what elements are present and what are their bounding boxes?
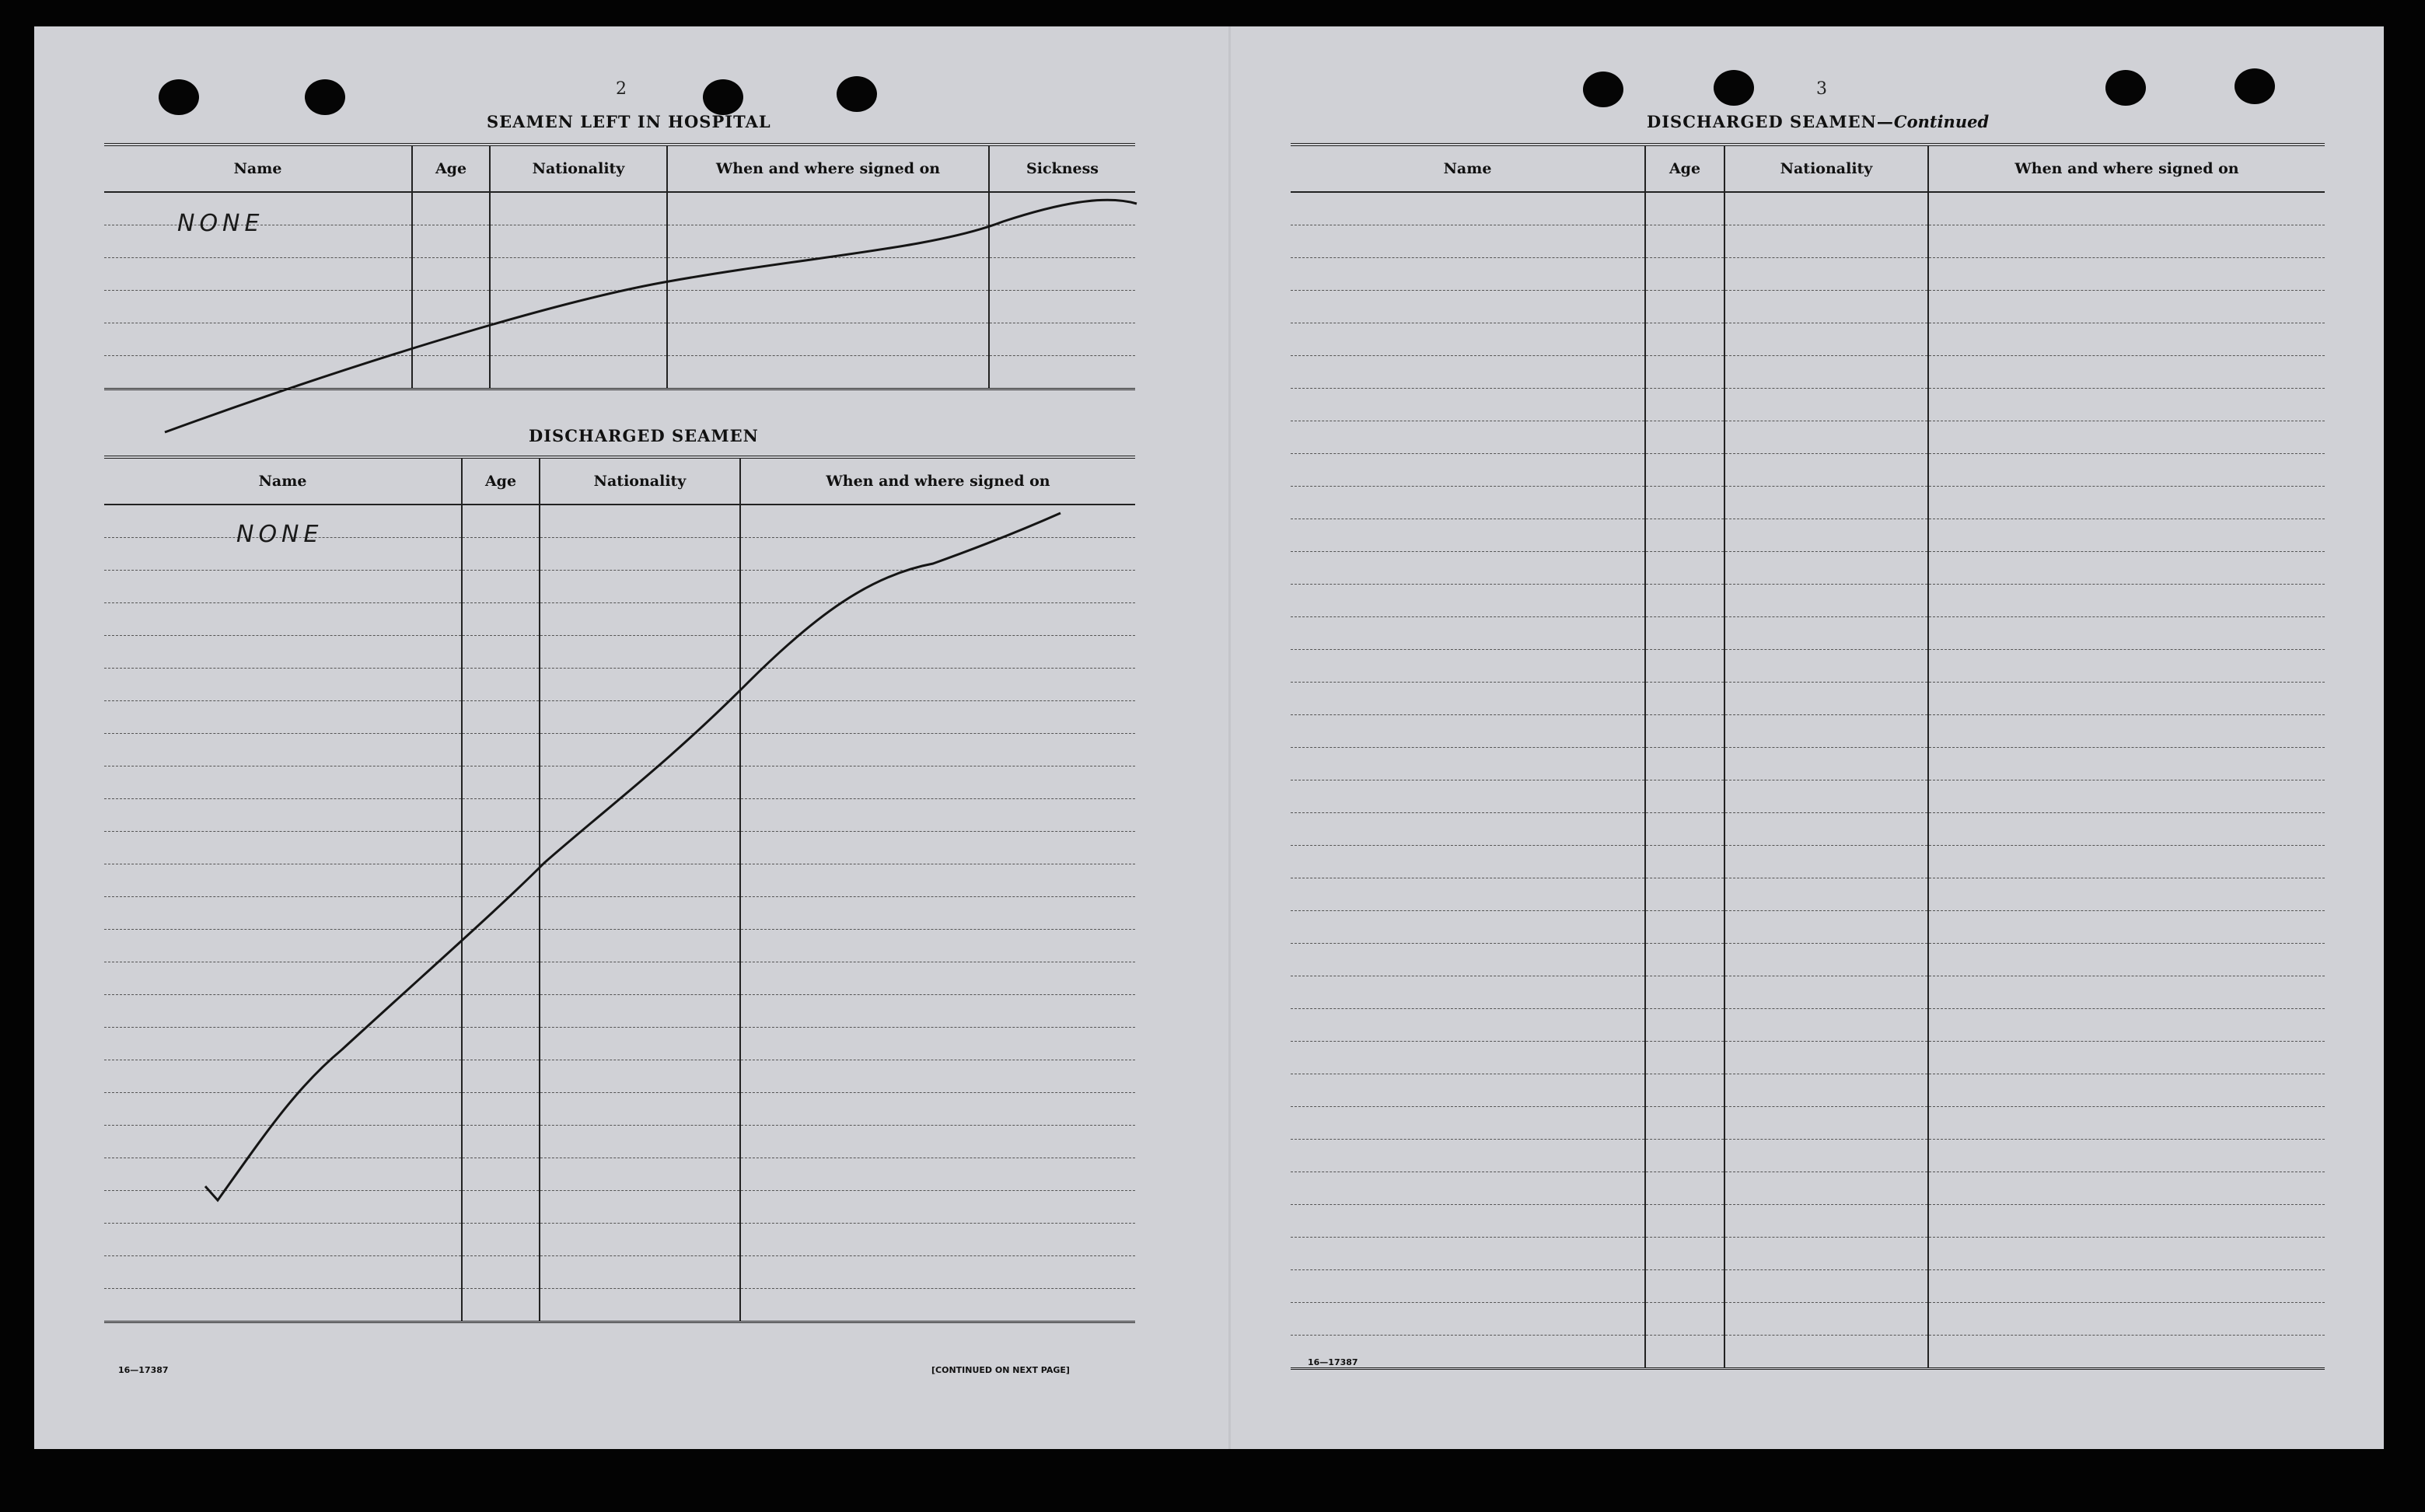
column-header-nationality: Nationality	[1724, 145, 1928, 192]
column-header-signed-on: When and where signed on	[1928, 145, 2325, 192]
page-number-right: 3	[1816, 79, 1827, 99]
form-number-right: 16—17387	[1308, 1357, 1358, 1367]
discharged-strike-stroke	[205, 513, 1061, 1200]
column-header-nationality: Nationality	[540, 457, 740, 505]
hospital-entry-handwritten: NONE	[177, 210, 264, 237]
column-header-age: Age	[462, 457, 540, 505]
column-header-signed-on: When and where signed on	[667, 145, 989, 192]
column-header-nationality: Nationality	[490, 145, 667, 192]
column-header-signed-on: When and where signed on	[740, 457, 1135, 505]
page-number-left: 2	[616, 79, 627, 99]
discharged-entry-handwritten: NONE	[236, 521, 323, 548]
column-header-sickness: Sickness	[989, 145, 1135, 192]
column-header-name: Name	[1291, 145, 1645, 192]
continued-note: [CONTINUED ON NEXT PAGE]	[931, 1365, 1070, 1375]
hospital-strike-stroke	[165, 200, 1137, 432]
column-header-name: Name	[104, 457, 462, 505]
title-continued: Continued	[1893, 112, 1990, 131]
form-number-left: 16—17387	[118, 1365, 169, 1375]
column-header-age: Age	[412, 145, 490, 192]
discharged-section-title: DISCHARGED SEAMEN	[529, 426, 759, 445]
title-main: DISCHARGED SEAMEN—	[1647, 112, 1894, 131]
hospital-section-title: SEAMEN LEFT IN HOSPITAL	[487, 112, 771, 131]
column-header-age: Age	[1645, 145, 1724, 192]
column-header-name: Name	[104, 145, 412, 192]
